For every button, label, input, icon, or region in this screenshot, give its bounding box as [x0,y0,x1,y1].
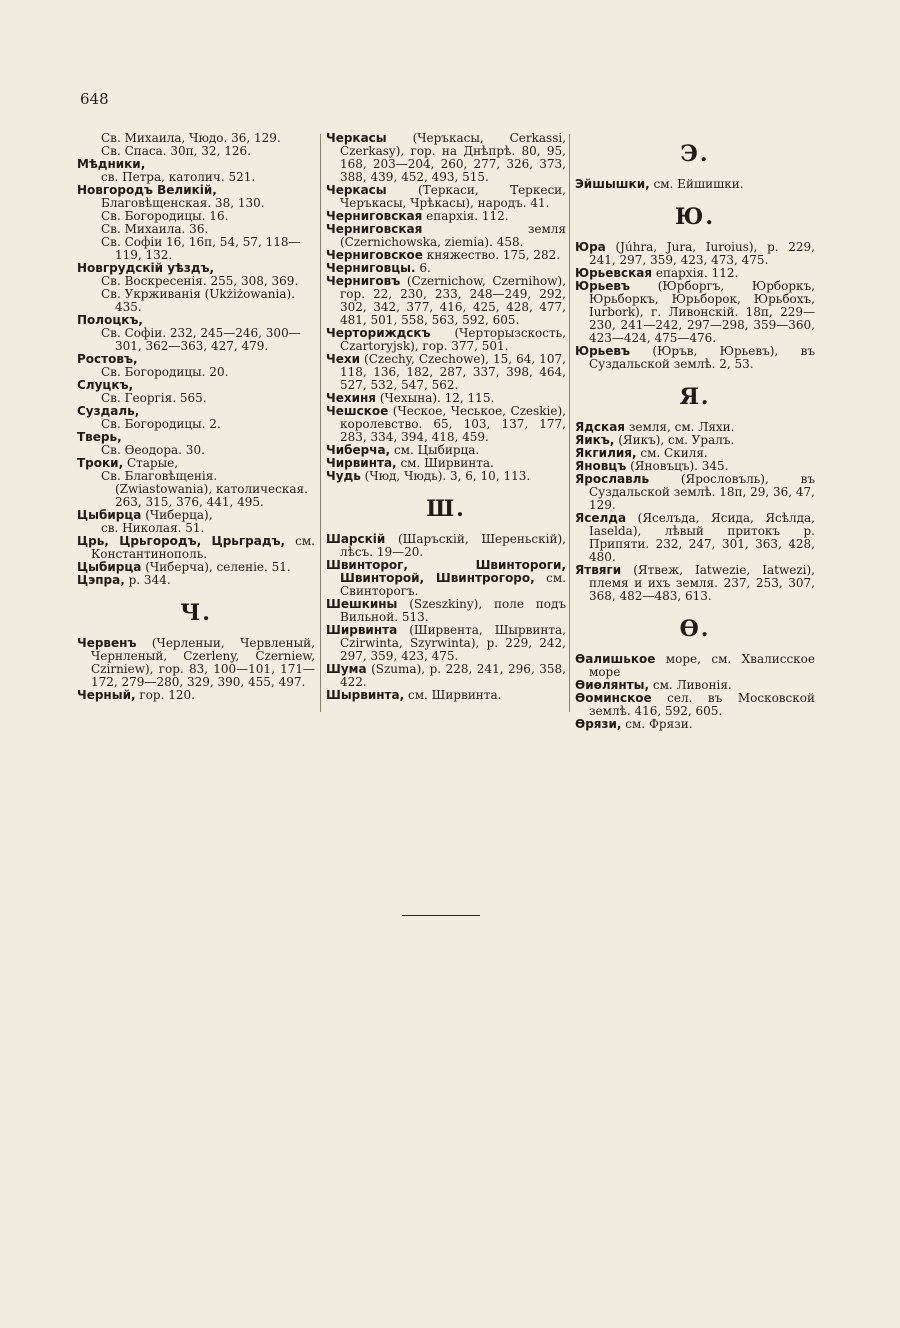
entry-text: (Чиберца), [145,508,213,522]
index-entry [326,327,566,353]
entry-headword: Цыбирца [77,560,142,574]
index-column-3 [575,132,815,731]
entry-headword: Юрьевъ [575,279,631,293]
entry-headword: Суздаль, [77,404,140,418]
entry-headword: Яикъ, [575,433,615,447]
index-entry [326,689,566,702]
index-entry [575,653,815,679]
page-number: 648 [80,90,109,108]
entry-text: (Теркаси, Теркеси, Черъкасы, Чрѣкасы), народъ. 41. [340,183,566,210]
entry-text: см. Ливонія. [652,678,732,692]
index-subentry: Благовѣщенская. 38, 130. [101,196,265,210]
index-entry [575,718,815,731]
entry-headword: Черниговская [326,209,423,223]
index-entry [326,470,566,483]
entry-headword: Слуцкъ, [77,378,134,392]
index-entry [326,559,566,598]
index-entry [575,564,815,603]
section-letter: Ѳ. [679,616,711,642]
entry-text: (Яновъцъ). 345. [630,459,729,473]
entry-text: Старые, [126,456,179,470]
entry-headword: Юрьевская [575,266,653,280]
index-entry [575,345,815,371]
entry-headword: Новгородъ Великій, [77,183,217,197]
section-letter: Я. [679,384,711,410]
entry-text: (Черторызскость, Czartoryjsk), гор. 377, 501. [340,326,566,353]
index-column-2 [326,132,566,702]
entry-headword: Чехиня [326,391,376,405]
entry-headword: Ростовъ, [77,352,138,366]
index-subentry: Св. Ѳеодора. 30. [101,443,205,457]
index-entry [77,574,315,587]
entry-headword: Чиберча, [326,443,391,457]
entry-text: (Júhra, Jura, Iuroius), р. 229, 241, 297, 359, 423, 473, 475. [589,240,815,267]
entry-headword: Черториждскъ [326,326,431,340]
entry-headword: Черниговское [326,248,423,262]
section-letter: Э. [680,141,710,167]
entry-headword: Юра [575,240,606,254]
index-subentry: Св. Укрживанія (Ukżiżowania). 435. [101,287,296,314]
entry-headword: Шешкины [326,597,398,611]
entry-headword: Черкасы [326,183,387,197]
index-subentry: Св. Михаила, Чюдо. 36, 129. [101,131,281,145]
entry-text: (Ческое, Чеськое, Czeskie), королевство. 65, 103, 137, 177, 283, 334, 394, 418, 459. [340,404,566,444]
entry-text: (Черленыи, Червленый, Чернленый, Czerleny, Czerniew, Czirniew), гор. 83, 100—101, 171—172, 279—280, 329, 390, 455, 497. [91,636,315,689]
index-entry [326,132,566,184]
entry-text: 6. [419,261,431,275]
entry-text: (Яселъда, Ясида, Ясѣлда, Iaselda), лѣвый притокъ р. Припяти. 232, 247, 301, 363, 428, 480. [589,511,815,564]
index-entry [326,223,566,249]
index-entry [77,535,315,561]
entry-text: (Szeszkiny), поле подъ Вильной. 513. [340,597,566,624]
entry-headword: Червенъ [77,636,137,650]
entry-headword: Эйшышки, [575,177,650,191]
index-entry [575,473,815,512]
bottom-rule [402,915,480,916]
index-entry [326,598,566,624]
entry-text: (Ярословъль), въ Суздальской землѣ. 18п, 29, 36, 47, 129. [589,472,815,512]
entry-text: море, см. Хвалисское море [589,652,815,679]
entry-headword: Юрьевъ [575,344,631,358]
entry-headword: Черниговцы. [326,261,416,275]
entry-text: княжество. 175, 282. [426,248,561,262]
entry-headword: Чудь [326,469,361,483]
entry-headword: Шума [326,662,367,676]
entry-text: р. 344. [128,573,171,587]
entry-text: (Черъкасы, Cerkassi, Czerkasy), гор. на Днѣпрѣ. 80, 95, 168, 203—204, 260, 277, 326, 373, 388, 439, 452, 493, 515. [340,131,566,184]
index-entry [326,624,566,663]
entry-headword: Цэпра, [77,573,125,587]
entry-text: земля, см. Ляхи. [628,420,735,434]
index-entry [575,512,815,564]
index-entry [575,241,815,267]
index-subentry: св. Петра, католич. 521. [101,170,256,184]
entry-headword: Ѳиѳлянты, [575,678,650,692]
entry-text: см. Скиля. [640,446,708,460]
entry-headword: Новгрудскій уѣздъ, [77,261,215,275]
entry-text: (Яикъ), см. Уралъ. [618,433,735,447]
index-subentry: Св. Богородицы. 20. [101,365,229,379]
entry-text: сел. въ Московской землѣ. 416, 592, 605. [589,691,815,718]
index-entry [77,689,315,702]
index-entry [326,184,566,210]
index-entry [326,533,566,559]
entry-text: (Ятвеж, Iatwezie, Iatwezi), племя и ихъ земля. 237, 253, 307, 368, 482—483, 613. [589,563,815,603]
entry-headword: Ширвинта [326,623,398,637]
entry-text: см. Ейшишки. [653,177,744,191]
entry-text: (Czechy, Czechowe), 15, 64, 107, 118, 136, 182, 287, 337, 398, 464, 527, 532, 547, 562. [340,352,566,392]
index-entry [326,405,566,444]
entry-headword: Яновцъ [575,459,627,473]
entry-text: (Czernichow, Czernihow), гор. 22, 230, 233, 248—249, 292, 302, 342, 377, 416, 425, 428, 477, 481, 501, 558, 563, 592, 605. [340,274,566,327]
entry-headword: Шырвинта, [326,688,405,702]
section-letter: Ш. [426,496,466,522]
index-entry [326,275,566,327]
entry-headword: Якгилия, [575,446,637,460]
entry-headword: Мѣдники, [77,157,146,171]
entry-text: см. Константинополь. [91,534,315,561]
entry-headword: Ядская [575,420,625,434]
entry-headword: Троки, [77,456,124,470]
entry-text: см. Цыбирца. [393,443,480,457]
entry-text: (Ширвента, Шырвинта, Czirwinta, Szyrwinta), р. 229, 242, 297, 359, 423, 475. [340,623,566,663]
index-entry [575,280,815,345]
index-subentry: Св. Богородицы. 16. [101,209,229,223]
entry-headword: Шарскій [326,532,386,546]
entry-text: епархія. 112. [426,209,509,223]
index-entry [575,692,815,718]
entry-headword: Црь, Црьгородъ, Црьградъ, [77,534,286,548]
index-subentry: св. Николая. 51. [101,521,205,535]
entry-headword: Черный, [77,688,136,702]
index-subentry: Св. Воскресенія. 255, 308, 369. [101,274,299,288]
index-subentry: Св. Софіи 16, 16п, 54, 57, 118—119, 132. [101,235,301,262]
entry-headword: Ѳрязи, [575,717,622,731]
entry-text: (Юръв, Юрьевъ), въ Суздальской землѣ. 2, 53. [589,344,815,371]
entry-text: гор. 120. [139,688,195,702]
index-subentry: Св. Богородицы. 2. [101,417,221,431]
index-subentry: Св. Софіи. 232, 245—246, 300—301, 362—363, 427, 479. [101,326,301,353]
entry-headword: Швинторог, Швинтороги, Швинторой, Швинтрогоро, [326,558,566,585]
index-subentry: Св. Спаса. 30п, 32, 126. [101,144,251,158]
entry-text: см. Ширвинта. [408,688,502,702]
index-column-1 [77,132,315,702]
entry-headword: Ятвяги [575,563,622,577]
entry-text: см. Ширвинта. [400,456,494,470]
entry-text: епархія. 112. [655,266,739,280]
entry-headword: Яселда [575,511,627,525]
entry-headword: Ѳоминское [575,691,652,705]
column-divider [569,134,570,712]
entry-text: земля (Czernichowska, ziemia). 458. [340,222,566,249]
entry-headword: Полоцкъ, [77,313,143,327]
entry-headword: Черкасы [326,131,387,145]
entry-headword: Цыбирца [77,508,142,522]
section-letter: Ч. [180,600,212,626]
column-divider [320,134,321,712]
index-entry [575,178,815,191]
entry-headword: Тверь, [77,430,122,444]
entry-headword: Черниговъ [326,274,401,288]
entry-headword: Чешское [326,404,389,418]
entry-headword: Чирвинта, [326,456,397,470]
entry-text: (Чюд, Чюдь). 3, 6, 10, 113. [364,469,531,483]
index-subentry: Св. Михаила. 36. [101,222,209,236]
section-letter: Ю. [675,204,715,230]
entry-text: см. Фрязи. [625,717,693,731]
index-entry [326,663,566,689]
index-entry [326,353,566,392]
entry-headword: Ярославль [575,472,650,486]
entry-text: (Чехына). 12, 115. [379,391,495,405]
entry-text: (Шаръскій, Шереньскій), лѣсъ. 19—20. [340,532,566,559]
entry-headword: Черниговская [326,222,423,236]
entry-text: (Чиберча), селеніе. 51. [145,560,291,574]
index-subentry: Св. Георгія. 565. [101,391,207,405]
index-entry [77,637,315,689]
entry-headword: Чехи [326,352,360,366]
index-subentry: Св. Благовѣщенія. (Zwiastowania), католическая. 263, 315, 376, 441, 495. [101,469,308,509]
entry-text: (Szuma), р. 228, 241, 296, 358, 422. [340,662,566,689]
entry-text: см. Свинторогъ. [340,571,566,598]
entry-headword: Ѳалишькое [575,652,656,666]
entry-text: (Юрборгъ, Юрборкъ, Юрьборкъ, Юрьборок, Юрьбохъ, Iurbork), г. Ливонскій. 18п, 229—230, 241—242, 297—298, 359—360, 423—424, 475—476. [589,279,815,345]
